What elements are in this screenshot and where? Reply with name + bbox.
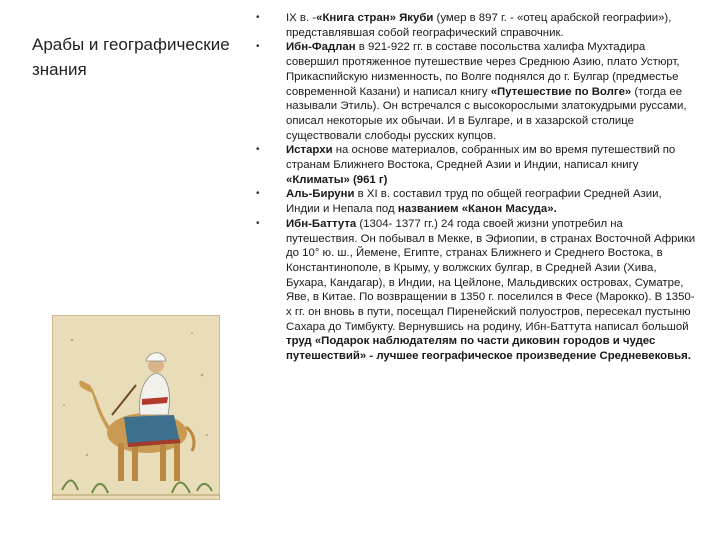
bullet-text: Ибн-Баттута (1304- 1377 гг.) 24 года своей жизни употребил на путешествия. Он побывал в Мекке, в Эфиопии, в странах Восточной Африки до 10° ю. ш., Йемене, Египте, странах Ближнего и Среднего Востока, в Константинополе, в Крыму, у волжских булгар, в Средней Азии (Хива, Бухара, Кандагар), в Индии, на Цейлоне, Мальдивских островах, Суматре, Яве, в Китае. По возвращении в 1350 г. поселился в Фесе (Марокко). В 1350-х гг. он вновь в пути, посещал Пиренейский полуостров, пересекал пустыню Сахара до Тимбукту. Вернувшись на родину, Ибн-Баттута написал большой труд «Подарок наблюдателям по части диковин городов и чудес путешествий» - лучшее географическое произведение Средневековья. [286, 217, 696, 363]
bullet-item-istakhri [256, 143, 696, 187]
bullet-item-ibn-fadlan [256, 40, 696, 143]
bullet-text: Истархи на основе материалов, собранных им во время путешествий по странам Ближнего Востока, Средней Азии и Индии, написал книгу «Климаты» (961 г) [286, 144, 676, 186]
bullet-text: Аль-Бируни в XI в. составил труд по общей географии Средней Азии, Индии и Непала под названием «Канон Масуда». [286, 188, 662, 216]
bullet-text: IX в. -«Книга стран» Якуби (умер в 897 г. - «отец арабской географии»), представлявшая собой географический справочник. [286, 12, 672, 39]
bullet-text: Ибн-Фадлан в 921-922 гг. в составе посольства халифа Мухтадира совершил протяженное путешествие через Среднюю Азию, плато Устюрт, Прикаспийскую низменность, по Волге поднялся до г. Булгар (предместье современной Казани) и написал книгу «Путешествие по Волге» (тогда ее называли Этиль). Он встречался с высокорослыми златокудрыми руссами, описал некоторые их обычаи. И в Булгаре, и в хазарской столице существовали слободы русских купцов. [286, 41, 687, 142]
slide-title: Арабы и географические знания [32, 35, 230, 79]
bullet-item-yakubi [256, 11, 696, 40]
bullet-list [256, 11, 696, 364]
miniature-traveler-on-camel-icon [52, 315, 220, 500]
bullet-item-al-biruni [256, 187, 696, 216]
bullet-item-ibn-battuta [256, 217, 696, 364]
